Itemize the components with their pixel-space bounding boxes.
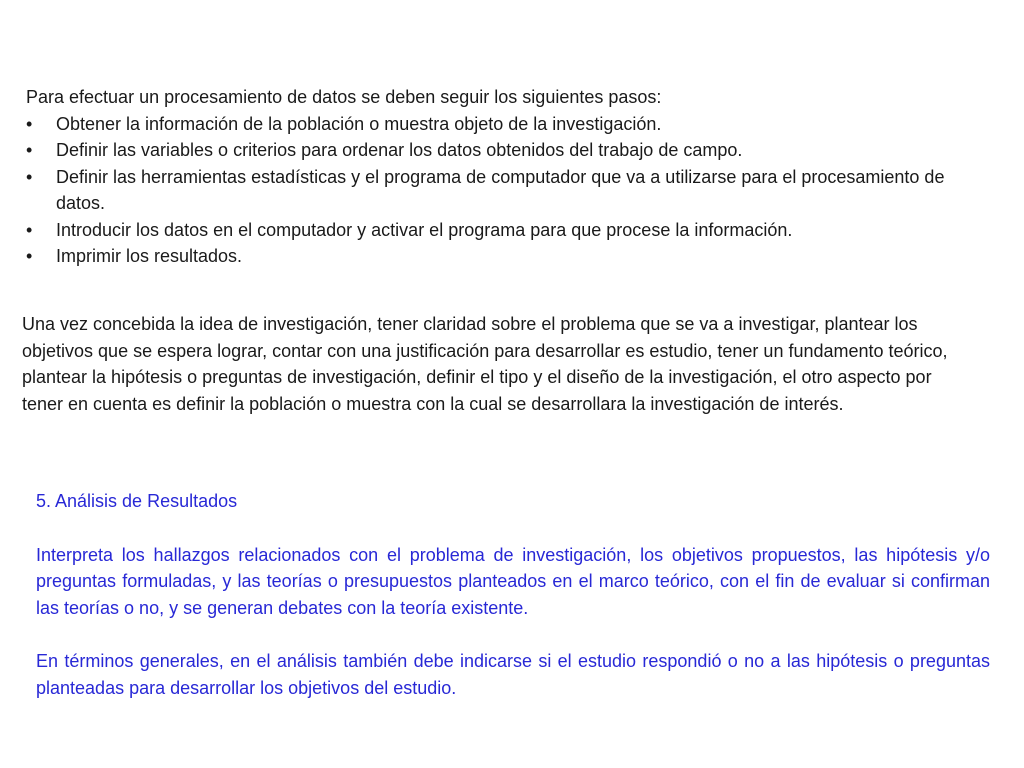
list-item (26, 164, 986, 217)
list-item-text: Definir las herramientas estadísticas y el programa de computador que va a utilizarse para el procesamiento de datos. (56, 166, 945, 213)
list-item (26, 111, 986, 138)
concept-section (22, 311, 972, 417)
bullet-icon: • (26, 246, 33, 266)
analysis-paragraph-1: Interpreta los hallazgos relacionados con el problema de investigación, los objetivos propuestos, las hipótesis y/o preguntas formuladas, y las teorías o presupuestos planteados en el marco teórico, con el fin de evaluar si confirman las teorías o no, y se generan debates con la teoría existente. (36, 544, 990, 618)
analysis-heading: 5. Análisis de Resultados (36, 491, 238, 511)
analysis-section (36, 488, 990, 701)
analysis-paragraph-2: En términos generales, en el análisis también debe indicarse si el estudio respondió o no a las hipótesis o preguntas planteadas para desarrollar los objetivos del estudio. (36, 651, 990, 698)
list-item-text: Obtener la información de la población o muestra objeto de la investigación. (56, 113, 662, 134)
list-item (26, 137, 986, 164)
concept-paragraph: Una vez concebida la idea de investigación, tener claridad sobre el problema que se va a investigar, plantear los objetivos que se espera lograr, contar con una justificación para desarrollar es estudio, tener un fundamento teórico, plantear la hipótesis o preguntas de investigación, definir el tipo y el diseño de la investigación, el otro aspecto por tener en cuenta es definir la población o muestra con la cual se desarrollara la investigación de interés. (22, 314, 948, 414)
bullet-icon: • (26, 166, 33, 187)
list-item (26, 243, 986, 270)
steps-list (26, 111, 986, 270)
list-item-text: Imprimir los resultados. (56, 246, 243, 266)
bullet-icon: • (26, 219, 33, 240)
list-item-text: Introducir los datos en el computador y activar el programa para que procese la información. (56, 219, 793, 240)
steps-section (26, 84, 986, 270)
list-item (26, 217, 986, 244)
bullet-icon: • (26, 113, 33, 134)
bullet-icon: • (26, 140, 33, 160)
steps-intro: Para efectuar un procesamiento de datos se deben seguir los siguientes pasos: (26, 87, 662, 107)
list-item-text: Definir las variables o criterios para ordenar los datos obtenidos del trabajo de campo. (56, 140, 743, 160)
